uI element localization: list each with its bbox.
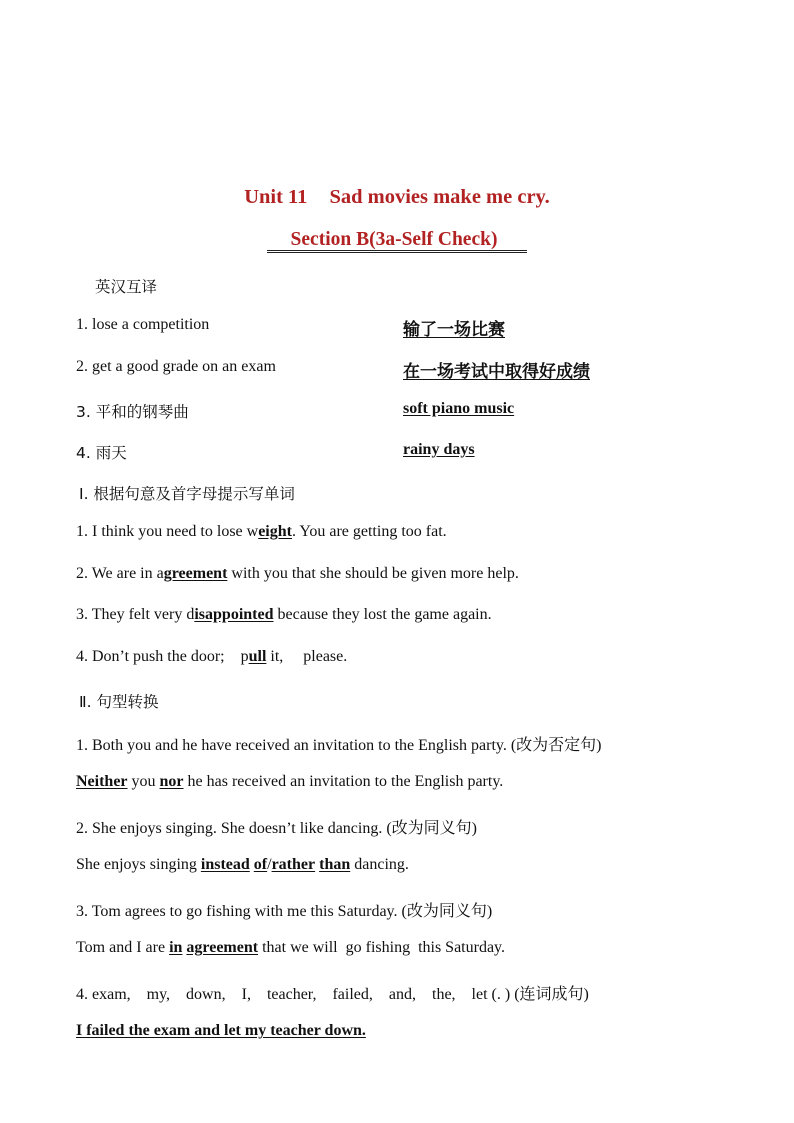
- section-title: [0, 229, 794, 251]
- answer-word: than: [319, 856, 351, 873]
- translate-answer: soft piano music: [403, 400, 515, 417]
- part1-item-3: [76, 606, 794, 624]
- part1-item-2: [76, 565, 794, 583]
- translate-question: 2. get a good grade on an exam: [76, 358, 276, 375]
- translate-item-4: [76, 441, 794, 463]
- answer-word: ull: [248, 648, 267, 665]
- answer-word: greement: [163, 565, 228, 582]
- page-title: [0, 186, 794, 209]
- answer-word: in: [169, 939, 183, 956]
- part2-answer-1: [76, 773, 794, 791]
- answer-word: isappointed: [194, 606, 274, 623]
- sentence-text: 4. Don’t push the door; p: [76, 648, 249, 665]
- part1-item-1: [76, 523, 794, 541]
- section-label: Section B(3a-Self Check): [267, 229, 528, 253]
- sentence-text: . You are getting too fat.: [291, 523, 447, 540]
- part2-answer-2: [76, 856, 794, 874]
- translate-heading: 英汉互译: [95, 278, 158, 296]
- sentence-text: dancing.: [350, 856, 409, 873]
- translate-item-2: [76, 358, 794, 382]
- separator: /: [267, 856, 272, 873]
- sentence-text: 2. We are in a: [76, 565, 164, 582]
- unit-label: Unit 11: [244, 186, 308, 208]
- sentence-text: Tom and I are: [76, 939, 170, 956]
- answer-word: agreement: [186, 939, 259, 956]
- answer-word: Neither: [76, 773, 128, 790]
- part2-question-3: 3. Tom agrees to go fishing with me this Saturday. (改为同义句): [76, 903, 493, 920]
- translate-question: 3. 平和的钢琴曲: [76, 403, 189, 421]
- answer-word: nor: [159, 773, 184, 790]
- translate-item-1: [76, 316, 794, 340]
- translate-answer: 在一场考试中取得好成绩: [403, 362, 590, 382]
- part2-question-4: 4. exam, my, down, I, teacher, failed, and, the, let (. ) (连词成句): [76, 986, 589, 1003]
- sentence-text: because they lost the game again.: [273, 606, 492, 623]
- part2-answer-4: [76, 1022, 794, 1040]
- translate-item-3: [76, 400, 794, 422]
- sentence-text: with you that she should be given more help.: [227, 565, 519, 582]
- unit-title: Sad movies make me cry.: [329, 186, 550, 208]
- answer-word: instead: [200, 856, 250, 873]
- sentence-text: that we will go fishing this Saturday.: [258, 939, 506, 956]
- part2-question-1: 1. Both you and he have received an invitation to the English party. (改为否定句): [76, 737, 602, 754]
- sentence-text: it, please.: [266, 648, 348, 665]
- sentence-text: She enjoys singing: [76, 856, 201, 873]
- translate-answer: rainy days: [403, 441, 475, 458]
- translate-question: 1. lose a competition: [76, 316, 210, 333]
- sentence-text: 3. They felt very d: [76, 606, 195, 623]
- sentence-text: he has received an invitation to the English party.: [183, 773, 504, 790]
- part2-heading: Ⅱ. 句型转换: [79, 693, 159, 711]
- sentence-text: 1. I think you need to lose w: [76, 523, 259, 540]
- part1-item-4: [76, 648, 794, 666]
- part2-question-2: 2. She enjoys singing. She doesn’t like dancing. (改为同义句): [76, 820, 478, 837]
- answer-word: rather: [271, 856, 316, 873]
- answer-sentence: I failed the exam and let my teacher down.: [76, 1022, 366, 1039]
- translate-question: 4. 雨天: [76, 444, 127, 462]
- answer-word: of: [253, 856, 268, 873]
- translate-answer: 输了一场比赛: [403, 320, 505, 340]
- part1-heading: Ⅰ. 根据句意及首字母提示写单词: [79, 485, 295, 503]
- part2-answer-3: [76, 939, 794, 957]
- answer-word: eight: [258, 523, 292, 540]
- sentence-text: you: [127, 773, 160, 790]
